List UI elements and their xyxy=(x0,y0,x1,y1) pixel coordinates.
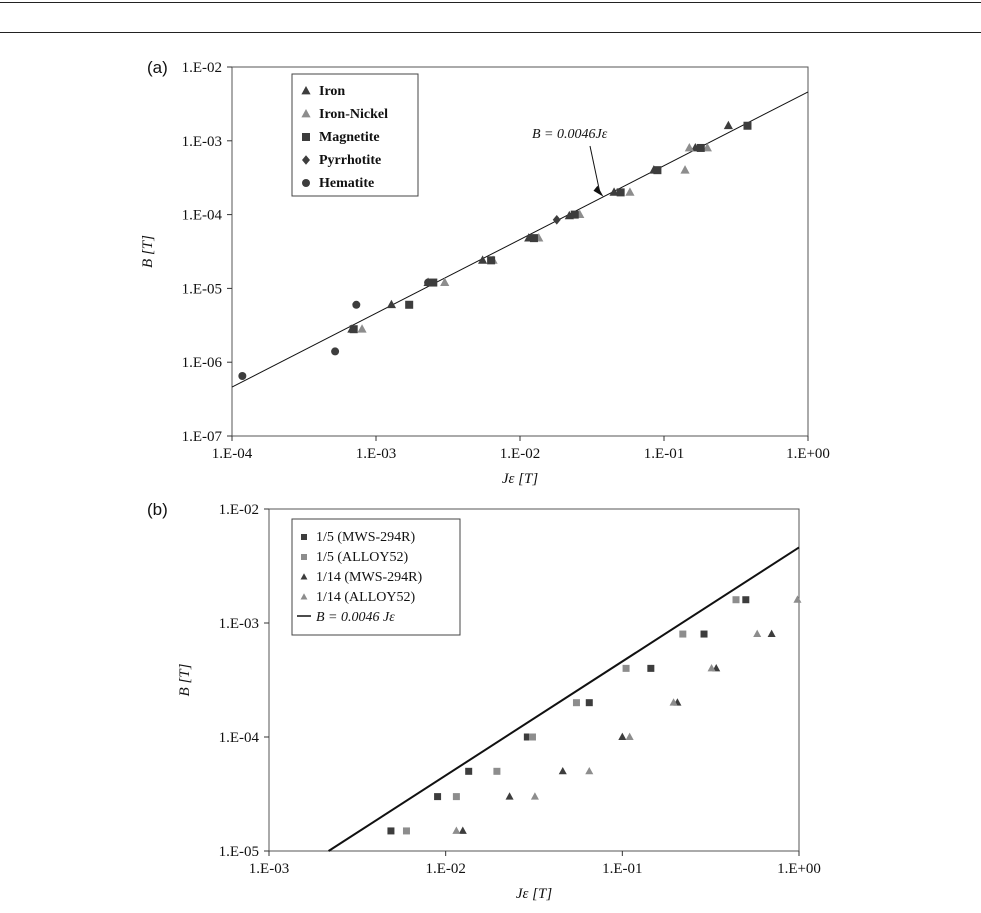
y-tick-label: 1.E-04 xyxy=(181,207,222,224)
fit-equation-annotation: B = 0.0046Jε xyxy=(532,127,608,142)
x-tick-label: 1.E-02 xyxy=(425,861,466,877)
panel-a-label: (a) xyxy=(147,58,168,77)
data-point xyxy=(559,767,567,774)
x-axis-title: Jε [T] xyxy=(515,886,553,902)
legend-label: Iron-Nickel xyxy=(319,107,388,122)
data-point xyxy=(403,827,410,834)
legend-label: Hematite xyxy=(319,176,375,191)
data-point xyxy=(452,827,460,834)
panel-b-label: (b) xyxy=(147,500,168,519)
data-point xyxy=(573,699,580,706)
data-point xyxy=(618,733,626,740)
data-point xyxy=(733,596,740,603)
data-point xyxy=(506,792,514,799)
data-point xyxy=(623,665,630,672)
x-tick-label: 1.E-03 xyxy=(248,861,290,877)
y-tick-label: 1.E-03 xyxy=(181,133,222,150)
y-tick-label: 1.E-02 xyxy=(181,60,222,76)
data-point xyxy=(647,665,654,672)
legend-label: 1/5 (MWS-294R) xyxy=(316,530,416,545)
series-1-14-alloy52 xyxy=(452,595,801,834)
y-tick-label: 1.E-04 xyxy=(218,730,259,746)
legend-label: Magnetite xyxy=(319,130,380,145)
data-point xyxy=(387,827,394,834)
x-axis-title: Jε [T] xyxy=(501,471,539,487)
y-tick-label: 1.E-05 xyxy=(218,844,259,860)
data-point xyxy=(434,793,441,800)
legend-marker xyxy=(301,554,307,560)
x-tick-label: 1.E+00 xyxy=(777,861,821,877)
legend-label: 1/14 (ALLOY52) xyxy=(316,590,416,605)
data-point xyxy=(742,596,749,603)
data-point xyxy=(459,827,467,834)
data-point xyxy=(753,630,761,637)
data-point xyxy=(586,699,593,706)
legend-marker xyxy=(301,534,307,540)
x-tick-label: 1.E-04 xyxy=(211,446,253,462)
x-tick-label: 1.E-01 xyxy=(602,861,643,877)
data-point xyxy=(626,733,634,740)
data-point xyxy=(585,767,593,774)
data-point xyxy=(768,630,776,637)
y-tick-label: 1.E-02 xyxy=(218,502,259,518)
data-point xyxy=(701,631,708,638)
data-point xyxy=(453,793,460,800)
data-point xyxy=(793,595,801,602)
data-point xyxy=(493,768,500,775)
legend-label: B = 0.0046 Jε xyxy=(316,610,395,625)
x-tick-label: 1.E-03 xyxy=(355,446,397,462)
y-tick-label: 1.E-07 xyxy=(181,429,222,445)
series-1-14-mws-294r xyxy=(459,630,776,834)
x-tick-label: 1.E-01 xyxy=(643,446,685,462)
y-tick-label: 1.E-05 xyxy=(181,281,222,298)
legend-label: Iron xyxy=(319,84,346,99)
x-tick-label: 1.E+00 xyxy=(786,446,830,462)
data-point xyxy=(679,631,686,638)
data-point xyxy=(529,734,536,741)
y-tick-label: 1.E-03 xyxy=(218,616,259,632)
legend-label: 1/5 (ALLOY52) xyxy=(316,550,409,565)
legend-label: 1/14 (MWS-294R) xyxy=(316,570,423,585)
y-axis-title: B [T] xyxy=(140,235,156,268)
x-tick-label: 1.E-02 xyxy=(499,446,541,462)
data-point xyxy=(465,768,472,775)
legend-label: Pyrrhotite xyxy=(319,153,382,168)
y-axis-title: B [T] xyxy=(177,663,193,697)
y-tick-label: 1.E-06 xyxy=(181,355,222,372)
data-point xyxy=(531,792,539,799)
